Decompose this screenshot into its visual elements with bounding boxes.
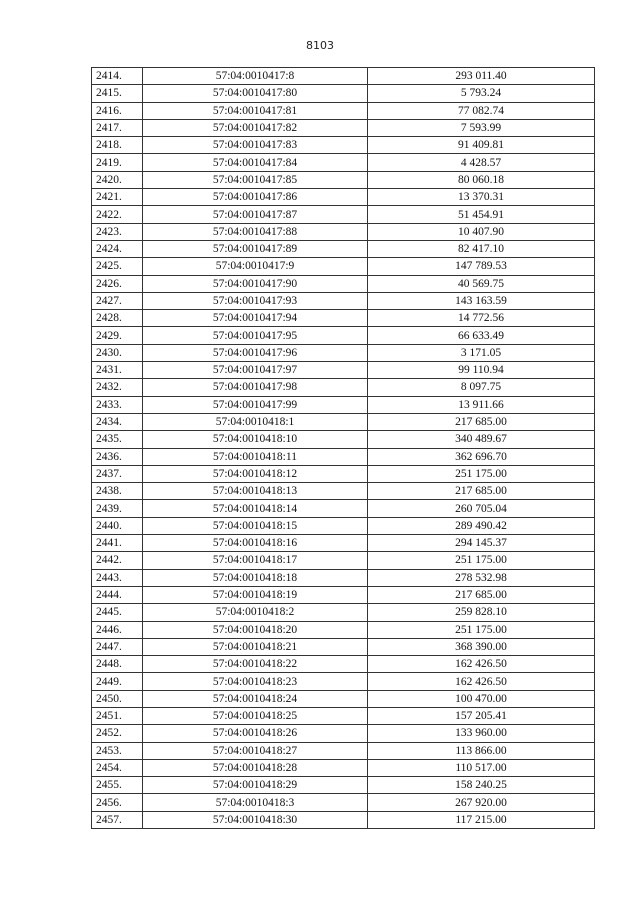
page-number: 8103 <box>306 39 334 52</box>
cadastral-value-cell: 251 175.00 <box>368 621 595 638</box>
row-number-cell: 2424. <box>92 240 143 257</box>
cadastral-number-cell: 57:04:0010417:82 <box>143 119 368 136</box>
row-number-cell: 2426. <box>92 275 143 292</box>
cadastral-value-cell: 293 011.40 <box>368 68 595 85</box>
cadastral-number-cell: 57:04:0010417:90 <box>143 275 368 292</box>
table-row <box>92 794 595 811</box>
row-number-cell: 2447. <box>92 638 143 655</box>
row-number-cell: 2435. <box>92 431 143 448</box>
row-number-cell: 2438. <box>92 483 143 500</box>
cadastral-number-cell: 57:04:0010417:89 <box>143 240 368 257</box>
cadastral-number-cell: 57:04:0010417:98 <box>143 379 368 396</box>
cadastral-number-cell: 57:04:0010418:17 <box>143 552 368 569</box>
row-number-cell: 2441. <box>92 535 143 552</box>
cadastral-number-cell: 57:04:0010417:95 <box>143 327 368 344</box>
table-row <box>92 292 595 309</box>
cadastral-value-cell: 99 110.94 <box>368 362 595 379</box>
cadastral-number-cell: 57:04:0010418:3 <box>143 794 368 811</box>
row-number-cell: 2415. <box>92 85 143 102</box>
row-number-cell: 2414. <box>92 68 143 85</box>
cadastral-number-cell: 57:04:0010417:96 <box>143 344 368 361</box>
table-row <box>92 656 595 673</box>
table-row <box>92 569 595 586</box>
cadastral-number-cell: 57:04:0010417:94 <box>143 310 368 327</box>
table-row <box>92 206 595 223</box>
table-row <box>92 725 595 742</box>
cadastral-number-cell: 57:04:0010418:22 <box>143 656 368 673</box>
row-number-cell: 2456. <box>92 794 143 811</box>
table-body <box>92 68 595 829</box>
cadastral-value-cell: 147 789.53 <box>368 258 595 275</box>
cadastral-value-cell: 113 866.00 <box>368 742 595 759</box>
cadastral-value-cell: 117 215.00 <box>368 811 595 828</box>
table-row <box>92 68 595 85</box>
table-row <box>92 189 595 206</box>
row-number-cell: 2453. <box>92 742 143 759</box>
table-row <box>92 535 595 552</box>
cadastral-number-cell: 57:04:0010417:99 <box>143 396 368 413</box>
cadastral-value-cell: 66 633.49 <box>368 327 595 344</box>
cadastral-value-cell: 91 409.81 <box>368 137 595 154</box>
cadastral-value-cell: 8 097.75 <box>368 379 595 396</box>
cadastral-number-cell: 57:04:0010418:13 <box>143 483 368 500</box>
row-number-cell: 2457. <box>92 811 143 828</box>
table-row <box>92 707 595 724</box>
row-number-cell: 2432. <box>92 379 143 396</box>
row-number-cell: 2429. <box>92 327 143 344</box>
table-row <box>92 223 595 240</box>
cadastral-number-cell: 57:04:0010418:20 <box>143 621 368 638</box>
table-row <box>92 137 595 154</box>
cadastral-value-cell: 13 370.31 <box>368 189 595 206</box>
table-row <box>92 258 595 275</box>
cadastral-value-cell: 77 082.74 <box>368 102 595 119</box>
cadastral-value-cell: 362 696.70 <box>368 448 595 465</box>
cadastral-value-cell: 267 920.00 <box>368 794 595 811</box>
table-row <box>92 85 595 102</box>
row-number-cell: 2450. <box>92 690 143 707</box>
cadastral-number-cell: 57:04:0010418:14 <box>143 500 368 517</box>
cadastral-value-cell: 217 685.00 <box>368 483 595 500</box>
row-number-cell: 2440. <box>92 517 143 534</box>
table-row <box>92 690 595 707</box>
cadastral-value-cell: 82 417.10 <box>368 240 595 257</box>
cadastral-number-cell: 57:04:0010418:16 <box>143 535 368 552</box>
table-row <box>92 413 595 430</box>
cadastral-number-cell: 57:04:0010418:12 <box>143 465 368 482</box>
cadastral-number-cell: 57:04:0010418:24 <box>143 690 368 707</box>
row-number-cell: 2436. <box>92 448 143 465</box>
cadastral-value-cell: 278 532.98 <box>368 569 595 586</box>
cadastral-value-cell: 4 428.57 <box>368 154 595 171</box>
row-number-cell: 2422. <box>92 206 143 223</box>
cadastral-value-cell: 158 240.25 <box>368 777 595 794</box>
cadastral-value-cell: 217 685.00 <box>368 586 595 603</box>
cadastral-number-cell: 57:04:0010418:19 <box>143 586 368 603</box>
table-row <box>92 154 595 171</box>
row-number-cell: 2448. <box>92 656 143 673</box>
table-row <box>92 621 595 638</box>
cadastral-number-cell: 57:04:0010418:27 <box>143 742 368 759</box>
row-number-cell: 2431. <box>92 362 143 379</box>
cadastral-value-cell: 162 426.50 <box>368 656 595 673</box>
cadastral-value-cell: 133 960.00 <box>368 725 595 742</box>
cadastral-number-cell: 57:04:0010418:23 <box>143 673 368 690</box>
cadastral-number-cell: 57:04:0010418:10 <box>143 431 368 448</box>
row-number-cell: 2428. <box>92 310 143 327</box>
table-row <box>92 310 595 327</box>
cadastral-value-cell: 14 772.56 <box>368 310 595 327</box>
cadastral-value-cell: 260 705.04 <box>368 500 595 517</box>
cadastral-value-cell: 143 163.59 <box>368 292 595 309</box>
cadastral-number-cell: 57:04:0010418:30 <box>143 811 368 828</box>
cadastral-number-cell: 57:04:0010417:84 <box>143 154 368 171</box>
table-row <box>92 431 595 448</box>
row-number-cell: 2443. <box>92 569 143 586</box>
table-row <box>92 171 595 188</box>
table-row <box>92 777 595 794</box>
cadastral-value-cell: 10 407.90 <box>368 223 595 240</box>
cadastral-value-cell: 157 205.41 <box>368 707 595 724</box>
cadastral-value-cell: 340 489.67 <box>368 431 595 448</box>
cadastral-number-cell: 57:04:0010418:29 <box>143 777 368 794</box>
row-number-cell: 2418. <box>92 137 143 154</box>
cadastral-value-table <box>91 67 595 829</box>
table-row <box>92 759 595 776</box>
cadastral-value-cell: 100 470.00 <box>368 690 595 707</box>
cadastral-number-cell: 57:04:0010418:11 <box>143 448 368 465</box>
cadastral-number-cell: 57:04:0010417:9 <box>143 258 368 275</box>
row-number-cell: 2420. <box>92 171 143 188</box>
cadastral-value-cell: 40 569.75 <box>368 275 595 292</box>
cadastral-number-cell: 57:04:0010418:21 <box>143 638 368 655</box>
row-number-cell: 2421. <box>92 189 143 206</box>
row-number-cell: 2419. <box>92 154 143 171</box>
table-row <box>92 275 595 292</box>
table-row <box>92 742 595 759</box>
table-row <box>92 379 595 396</box>
row-number-cell: 2425. <box>92 258 143 275</box>
cadastral-number-cell: 57:04:0010417:81 <box>143 102 368 119</box>
cadastral-number-cell: 57:04:0010418:28 <box>143 759 368 776</box>
row-number-cell: 2445. <box>92 604 143 621</box>
table-row <box>92 500 595 517</box>
table-row <box>92 604 595 621</box>
table-row <box>92 483 595 500</box>
row-number-cell: 2449. <box>92 673 143 690</box>
row-number-cell: 2433. <box>92 396 143 413</box>
cadastral-value-cell: 5 793.24 <box>368 85 595 102</box>
table-row <box>92 102 595 119</box>
cadastral-value-cell: 217 685.00 <box>368 413 595 430</box>
cadastral-value-cell: 51 454.91 <box>368 206 595 223</box>
cadastral-number-cell: 57:04:0010417:8 <box>143 68 368 85</box>
row-number-cell: 2427. <box>92 292 143 309</box>
row-number-cell: 2434. <box>92 413 143 430</box>
cadastral-number-cell: 57:04:0010417:83 <box>143 137 368 154</box>
table-row <box>92 811 595 828</box>
row-number-cell: 2437. <box>92 465 143 482</box>
row-number-cell: 2454. <box>92 759 143 776</box>
cadastral-number-cell: 57:04:0010418:2 <box>143 604 368 621</box>
cadastral-number-cell: 57:04:0010418:26 <box>143 725 368 742</box>
row-number-cell: 2446. <box>92 621 143 638</box>
cadastral-value-cell: 110 517.00 <box>368 759 595 776</box>
table-row <box>92 673 595 690</box>
cadastral-value-cell: 3 171.05 <box>368 344 595 361</box>
cadastral-value-cell: 368 390.00 <box>368 638 595 655</box>
cadastral-number-cell: 57:04:0010418:1 <box>143 413 368 430</box>
row-number-cell: 2442. <box>92 552 143 569</box>
table-row <box>92 552 595 569</box>
cadastral-number-cell: 57:04:0010418:18 <box>143 569 368 586</box>
cadastral-number-cell: 57:04:0010418:25 <box>143 707 368 724</box>
row-number-cell: 2439. <box>92 500 143 517</box>
table-row <box>92 344 595 361</box>
table-row <box>92 586 595 603</box>
cadastral-number-cell: 57:04:0010418:15 <box>143 517 368 534</box>
cadastral-value-cell: 13 911.66 <box>368 396 595 413</box>
row-number-cell: 2455. <box>92 777 143 794</box>
table-row <box>92 465 595 482</box>
row-number-cell: 2452. <box>92 725 143 742</box>
cadastral-value-cell: 7 593.99 <box>368 119 595 136</box>
cadastral-number-cell: 57:04:0010417:97 <box>143 362 368 379</box>
cadastral-value-cell: 251 175.00 <box>368 552 595 569</box>
row-number-cell: 2416. <box>92 102 143 119</box>
cadastral-value-cell: 294 145.37 <box>368 535 595 552</box>
cadastral-value-cell: 259 828.10 <box>368 604 595 621</box>
cadastral-number-cell: 57:04:0010417:88 <box>143 223 368 240</box>
row-number-cell: 2451. <box>92 707 143 724</box>
table-row <box>92 448 595 465</box>
cadastral-value-cell: 80 060.18 <box>368 171 595 188</box>
row-number-cell: 2423. <box>92 223 143 240</box>
cadastral-value-cell: 162 426.50 <box>368 673 595 690</box>
cadastral-number-cell: 57:04:0010417:85 <box>143 171 368 188</box>
cadastral-number-cell: 57:04:0010417:93 <box>143 292 368 309</box>
table-row <box>92 638 595 655</box>
row-number-cell: 2417. <box>92 119 143 136</box>
row-number-cell: 2444. <box>92 586 143 603</box>
table-row <box>92 327 595 344</box>
cadastral-value-cell: 251 175.00 <box>368 465 595 482</box>
cadastral-value-cell: 289 490.42 <box>368 517 595 534</box>
cadastral-number-cell: 57:04:0010417:80 <box>143 85 368 102</box>
table-row <box>92 362 595 379</box>
table-row <box>92 240 595 257</box>
table-row <box>92 517 595 534</box>
table-row <box>92 119 595 136</box>
row-number-cell: 2430. <box>92 344 143 361</box>
cadastral-number-cell: 57:04:0010417:87 <box>143 206 368 223</box>
cadastral-number-cell: 57:04:0010417:86 <box>143 189 368 206</box>
table-row <box>92 396 595 413</box>
